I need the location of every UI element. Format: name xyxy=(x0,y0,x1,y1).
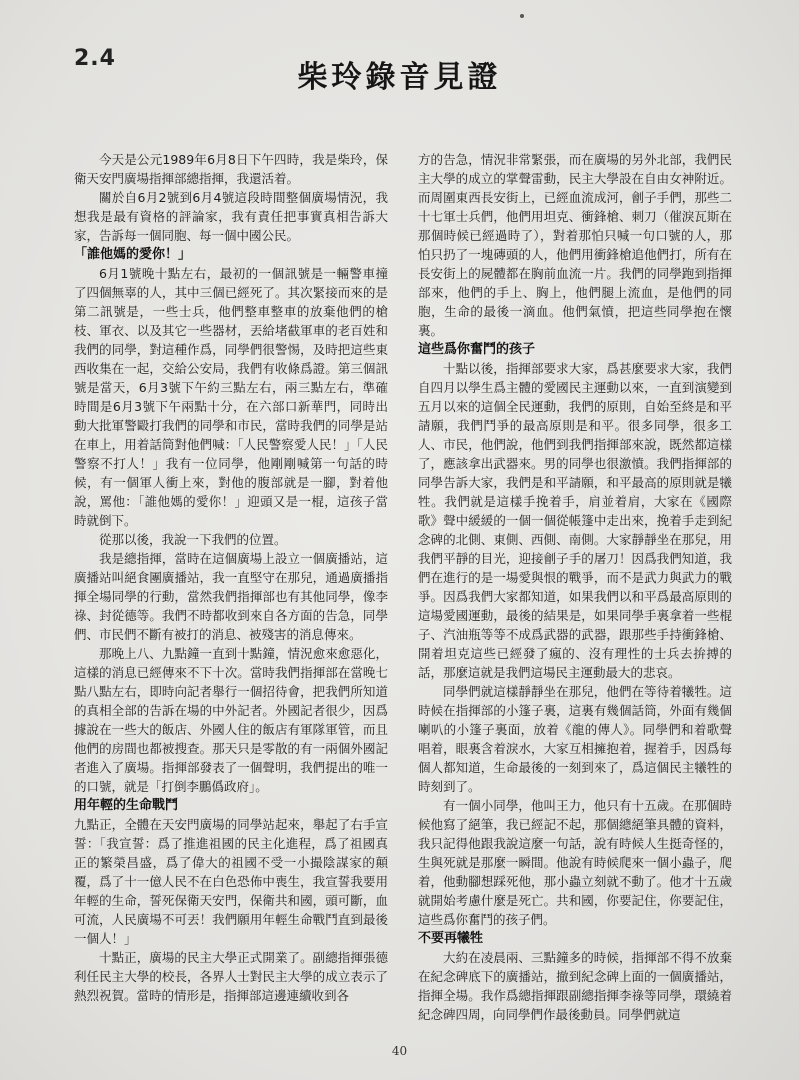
section-heading: 這些爲你奮鬥的孩子 xyxy=(418,342,536,357)
paragraph: 從那以後，我說一下我們的位置。 xyxy=(99,532,287,547)
section-heading: 「誰他媽的愛你！」 xyxy=(74,247,192,262)
page-number: 40 xyxy=(391,1044,408,1058)
paragraph: 我是總指揮，當時在這個廣場上設立一個廣播站，這廣播站叫絕食團廣播站，我一直堅守在那兒，通過廣播指揮全場同學的行動，當然我們指揮部也有其他同學，像李祿、封從德等。我們不時都收到來自各方面的告急，同學們、市民們不斷有被打的消息、被殘害的消息傳來。 xyxy=(74,551,388,642)
paragraph: 那晚上八、九點鐘一直到十點鐘，情況愈來愈惡化，這樣的消息已經傳來不下十次。當時我們指揮部在當晚七點八點左右，即時向記者舉行一個招待會，把我們所知道的真相全部的告訴在場的中外記者。外國記者很少，因爲據說在一些大的飯店、外國人住的飯店有軍隊軍管，而且他們的房間也都被搜查。那天只是零散的有一兩個外國記者進入了廣場。指揮部發表了一個聲明，我們提出的唯一的口號，就是「打倒李鵬僞政府」。 xyxy=(74,646,388,794)
paragraph: 關於自6月2號到6月4號這段時間整個廣場情況，我想我是最有資格的評論家，我有責任把事實真相告訴大家，告訴每一個同胞、每一個中國公民。 xyxy=(74,190,388,243)
paragraph: 九點正，全體在天安門廣場的同學站起來，舉起了右手宣誓：「我宣誓：爲了推進祖國的民主化進程，爲了祖國真正的繁榮昌盛，爲了偉大的祖國不受一小撮陰謀家的顛覆，爲了十一億人民不在白色恐佈中喪生，我宣誓我要用年輕的生命，誓死保衛天安門，保衛共和國，頭可斷，血可流，人民廣場不可丟！我們願用年輕生命戰鬥直到最後一個人！」 xyxy=(74,817,388,946)
page-title: 柴玲錄音見證 xyxy=(297,60,502,95)
scan-speck xyxy=(520,14,524,18)
section-number: 2.4 xyxy=(74,46,116,71)
paragraph: 十點以後，指揮部要求大家，爲甚麼要求大家，我們自四月以學生爲主體的愛國民主運動以來，一直到演變到五月以來的這個全民運動，我們的原則，自始至終是和平請願，我們鬥爭的最高原則是和平。很多同學，很多工人、市民，他們說，他們到我們指揮部來說，既然都這樣了，應該拿出武器來。男的同學也很激憤。我們指揮部的同學告訴大家，我們是和平請願，和平最高的原則就是犧牲。我們就是這樣手挽着手，肩並着肩，大家在《國際歌》聲中緩緩的一個一個從帳篷中走出來，挽着手走到紀念碑的北側、東側、西側、南側。大家靜靜坐在那兒，用我們平靜的目光，迎接劊子手的屠刀！因爲我們知道，我們在進行的是一場愛與恨的戰爭，而不是武力與武力的戰爭。因爲我們大家都知道，如果我們以和平爲最高原則的這場愛國運動，最後的結果是，如果同學手裏拿着一些棍子、汽油瓶等等不成爲武器的武器，跟那些手持衝鋒槍、開着坦克這些已經發了瘋的、沒有理性的士兵去拚搏的話，那麼這就是我們這場民主運動最大的悲哀。 xyxy=(418,361,732,680)
paragraph: 大約在凌晨兩、三點鐘多的時候，指揮部不得不放棄在紀念碑底下的廣播站，撤到紀念碑上面的一個廣播站，指揮全場。我作爲總指揮跟副總指揮李祿等同學，環繞着紀念碑四周，向同學們作最後動員。同學們就這 xyxy=(418,950,732,1022)
paragraph: 方的告急，情況非常緊張，而在廣場的另外北部，我們民主大學的成立的掌聲雷動，民主大學設在自由女神附近。而周圍東西長安街上，已經血流成河，劊子手們，那些二十七軍士兵們，他們用坦克、衝鋒槍、刺刀（催淚瓦斯在那個時候已經過時了），對着那怕只喊一句口號的人，那怕只扔了一塊磚頭的人，他們用衝鋒槍追他們打，所有在長安街上的屍體都在胸前血流一片。我們的同學跑到指揮部來，他們的手上、胸上，他們腿上流血，是他們的同胞，生命的最後一滴血。他們氣憤，把這些同學抱在懷裏。 xyxy=(418,152,732,338)
paragraph: 今天是公元1989年6月8日下午四時，我是柴玲，保衛天安門廣場指揮部總指揮，我還活着。 xyxy=(74,152,388,186)
left-column xyxy=(74,150,388,1005)
paragraph: 6月1號晚十點左右，最初的一個訊號是一輛警車撞了四個無辜的人，其中三個已經死了。其次緊接而來的是第二訊號是，一些士兵，他們整車整車的放棄他們的槍枝、軍衣、以及其它一些器材，丟給堵截軍車的老百姓和我們的同學，對這種作爲，同學們很警惕，及時把這些東西收集在一起，交給公安局，我們有收條爲證。第三個訊號是當天，6月3號下午約三點左右，兩三點左右，準確時間是6月3號下午兩點十分，在六部口新華門，同時出動大批軍警毆打我們的同學和市民，當時我們的同學是站在車上，用着話筒對他們喊：「人民警察愛人民！」「人民警察不打人！」我有一位同學，他剛剛喊第一句話的時候，有一個軍人衝上來，對他的腹部就是一腳，對着他說，罵他：「誰他媽的愛你！」迎頭又是一棍，這孩子當時就倒下。 xyxy=(74,266,388,528)
paragraph: 同學們就這樣靜靜坐在那兒，他們在等待着犧牲。這時候在指揮部的小篷子裏，這裏有幾個話筒，外面有幾個喇叭的小篷子裏面，放着《龍的傳人》。同學們和着歌聲唱着，眼裏含着淚水，大家互相擁抱着，握着手，因爲每個人都知道，生命最後的一刻到來了，爲這個民主犧牲的時刻到了。 xyxy=(418,684,732,794)
section-heading: 不要再犧牲 xyxy=(418,931,484,946)
paragraph: 十點正，廣場的民主大學正式開業了。副總指揮張德利任民主大學的校長，各界人士對民主大學的成立表示了熱烈祝賀。當時的情形是，指揮部這邊連續收到各 xyxy=(74,950,388,1003)
paragraph: 有一個小同學，他叫王力，他只有十五歲。在那個時候他寫了絕筆，我已經記不起，那個總絕筆具體的資料，我只記得他跟我說這麼一句話，說有時候人生挺奇怪的，生與死就是那麼一瞬間。他說有時候爬來一個小蟲子，爬着，他動腳想踩死他，那小蟲立刻就不動了。他才十五歲就開始考慮什麼是死亡。共和國，你要記住，你要記住，這些爲你奮鬥的孩子們。 xyxy=(418,798,732,927)
right-column xyxy=(418,150,732,1024)
section-heading: 用年輕的生命戰鬥 xyxy=(74,798,179,813)
